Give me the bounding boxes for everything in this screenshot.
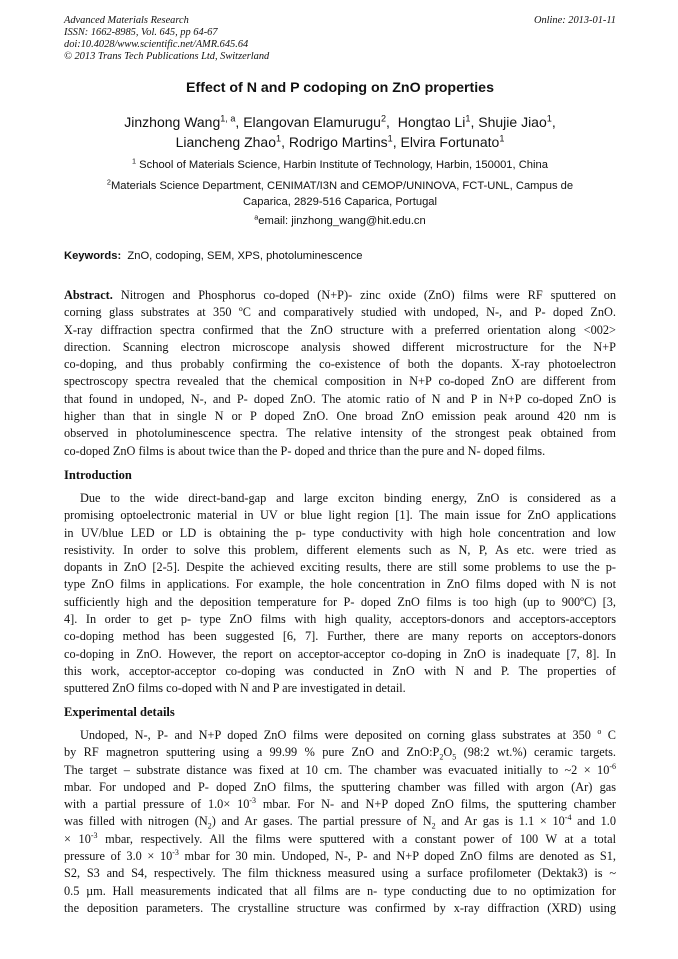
section-heading-experimental: Experimental details — [64, 705, 175, 719]
intro-line: dopants in ZnO [2-5]. Despite the achieved exciting results, there are still some problems to use the p- — [64, 560, 616, 575]
author-name: Hongtao Li — [397, 114, 466, 130]
exp-text: by RF magnetron sputtering using a 99.99 % pure ZnO and ZnO:P — [64, 745, 440, 760]
affiliation-text: Materials Science Department, CENIMAT/I3N and CEMOP/UNINOVA, FCT-UNL, Campus de — [110, 180, 574, 192]
abstract-line: corning glass substrates at 350 ºC and comparatively studied with undoped, N-, and P- doped ZnO. — [64, 305, 616, 320]
keywords-label: Keywords: — [64, 250, 122, 262]
issn-line: ISSN: 1662-8985, Vol. 645, pp 64-67 — [64, 27, 218, 38]
abstract-label: Abstract. — [64, 288, 113, 302]
intro-line: 4]. In order to get p- type ZnO films with high quality, acceptors-donors and acceptors-acceptors — [64, 612, 616, 627]
intro-line: type ZnO films in applications. For example, the hole concentration in ZnO films doped with N is not — [64, 577, 616, 592]
author-name: Elangovan Elamurugu — [243, 114, 381, 130]
exp-text: O — [443, 745, 453, 760]
exp-line — [64, 727, 616, 744]
author-mark: 1 — [499, 133, 505, 144]
exp-text: The target – substrate distance was fixed at 10 cm. The chamber was evacuated initially to ~2 × 10 — [64, 762, 610, 777]
keywords-text: ZnO, codoping, SEM, XPS, photoluminescence — [127, 250, 363, 262]
exp-text: and 1.0 — [571, 814, 616, 829]
exp-line — [64, 848, 616, 865]
email-text: email: jinzhong_wang@hit.edu.cn — [258, 215, 426, 227]
exp-line — [64, 744, 616, 761]
exp-line — [64, 831, 616, 848]
exp-text: mbar. For N- and N+P doped ZnO films, the sputtering chamber — [256, 797, 617, 812]
email-mark: a — [254, 212, 259, 222]
abstract-line: observed in photoluminescence spectra. The relative intensity of the strongest peak obtained from — [64, 426, 616, 441]
affiliation-text: School of Materials Science, Harbin Institute of Technology, Harbin, 150001, China — [139, 159, 548, 171]
abstract-line: higher than that in single N or P doped ZnO. One broad ZnO emission peak around 420 nm is — [64, 409, 616, 424]
author-mark: 1, a — [220, 113, 236, 124]
intro-line: promising optoelectronic material in UV or blue light region [1]. The main issue for ZnO applications — [64, 508, 616, 523]
intro-line: resistivity. In order to solve this problem, different elements such as N, P, As etc. were tried as — [64, 542, 616, 557]
affiliation-1 — [64, 157, 616, 173]
abstract-line: Nitrogen and Phosphorus co-doped (N+P)- zinc oxide (ZnO) films were RF sputtered on — [120, 288, 616, 302]
doi-line: doi:10.4028/www.scientific.net/AMR.645.64 — [64, 39, 249, 50]
abstract-line: that found in undoped, N-, and P- doped ZnO. The atomic ratio of N and P in N+P co-doped ZnO is — [64, 391, 616, 406]
experimental-body — [64, 727, 616, 917]
abstract-line: co-doped ZnO films is about twice than the P- doped and thrice than the pure and N- doped films. — [64, 443, 546, 458]
exp-sup: -6 — [609, 761, 616, 771]
exp-text: and Ar gas is 1.1 × 10 — [435, 814, 565, 829]
affiliation-mark: 2 — [106, 177, 111, 187]
author-name: Rodrigo Martins — [288, 134, 388, 150]
author-mark: 1 — [546, 113, 552, 124]
author-mark: 1 — [465, 113, 471, 124]
intro-line: in UV/blue LED or LD is obtaining the p- type conductivity with high hole concentration and low — [64, 525, 616, 540]
exp-line: the deposition parameters. The crystalline structure was confirmed by x-ray diffraction (XRD) using — [64, 900, 616, 915]
author-name: Elvira Fortunato — [400, 134, 500, 150]
exp-text: C — [601, 728, 616, 742]
exp-text: pressure of 3.0 × 10 — [64, 849, 173, 864]
exp-text: × 10 — [64, 831, 91, 846]
exp-line — [64, 813, 616, 830]
journal-name: Advanced Materials Research — [64, 15, 189, 26]
author-list: Jinzhong Wang$^{1, a}$, Elangovan Elamurugu$^2$, Hongtao Li$^1$, Shujie Jiao$^1$, Liancheng Zhao$^1$, Rodrigo Martins$^1$, Elvira Fortunato$^1$ — [124, 113, 556, 150]
exp-text: mbar, respectively. All the films were sputtered with a constant power of 100 W at a total — [97, 831, 616, 846]
exp-sub: 2 — [439, 752, 444, 762]
exp-sub: 2 — [431, 821, 436, 831]
author-name: Liancheng Zhao — [175, 134, 276, 150]
exp-line — [64, 796, 616, 813]
online-date: Online: 2013-01-11 — [533, 15, 616, 26]
intro-line: co-doping method has been suggested [6, 7]. Further, there are many reports on acceptors-donors — [64, 629, 616, 644]
author-name: Shujie Jiao — [478, 114, 547, 130]
abstract-line: spectroscopy spectra revealed that the chemical composition in N+P co-doped ZnO are different from — [64, 374, 616, 389]
abstract — [64, 287, 616, 460]
exp-sub: 2 — [207, 821, 212, 831]
abstract-line: direction. Scanning electron microscope analysis showed different microstructure for the N+P — [64, 339, 616, 354]
exp-line — [64, 762, 616, 779]
exp-line: mbar. For undoped and P- doped ZnO films, the sputtering chamber was filled with argon (Ar) gas — [64, 779, 616, 794]
exp-sup: -3 — [90, 830, 98, 840]
section-heading-introduction: Introduction — [64, 468, 132, 482]
journal-header — [64, 15, 616, 63]
exp-sub: 5 — [452, 752, 457, 762]
intro-line: sputtered ZnO films co-doped with N and P are investigated in detail. — [64, 681, 406, 696]
exp-line: 0.5 µm. Hall measurements indicated that all films are n- type conducting due to no optimization for — [64, 883, 616, 898]
email-line — [64, 213, 616, 229]
author-mark: 2 — [380, 113, 387, 124]
intro-line: sufficiently high and the deposition temperature for P- doped ZnO films is too high (up to 900ºC) [3, — [64, 594, 616, 609]
abstract-line: X-ray diffraction spectra confirmed that the ZnO structure with a preferred orientation along <002> — [64, 322, 616, 337]
exp-sup: -3 — [172, 847, 179, 857]
exp-text: Undoped, N-, P- and N+P doped ZnO films were deposited on corning glass substrates at 350 — [80, 728, 598, 742]
exp-sup: o — [597, 726, 602, 736]
exp-text: (98:2 wt.%) ceramic targets. — [456, 745, 616, 760]
exp-sup: -3 — [249, 796, 257, 806]
paper-title: Effect of N and P codoping on ZnO properties — [186, 80, 494, 96]
exp-text: mbar for 30 min. Undoped, N-, P- and N+P doped ZnO films are denoted as S1, — [178, 849, 616, 864]
abstract-line: co-doping, and thus probably confirming the co-existence of both the dopants. X-ray photoelectron — [64, 357, 616, 372]
introduction-body — [64, 490, 616, 698]
intro-line: co-doping in ZnO. However, the report on acceptor-acceptor co-doping in ZnO is inadequate [7, 8]. In — [64, 646, 616, 661]
intro-line: Due to the wide direct-band-gap and large exciton binding energy, ZnO is considered as a — [80, 491, 616, 505]
copyright-line: © 2013 Trans Tech Publications Ltd, Switzerland — [64, 51, 270, 62]
affiliation-2 — [64, 178, 616, 210]
exp-line: S2, S3 and S4, respectively. The film thickness measured using a surface profilometer (Dektak3) is ~ — [64, 866, 616, 881]
intro-line: this work, acceptor-acceptor co-doping was conducted in ZnO with N and P. The properties of — [64, 663, 616, 678]
exp-text: with a partial pressure of 1.0× 10 — [64, 797, 250, 812]
author-mark: 1 — [276, 133, 282, 144]
exp-sup: -4 — [564, 813, 572, 823]
affiliation-mark: 1 — [132, 156, 137, 166]
author-name: Jinzhong Wang — [124, 114, 221, 130]
affiliation-text: Caparica, 2829-516 Caparica, Portugal — [242, 196, 438, 208]
exp-text: ) and Ar gases. The partial pressure of N — [211, 814, 432, 829]
author-mark: 1 — [387, 133, 393, 144]
keywords — [64, 250, 616, 262]
exp-text: was filled with nitrogen (N — [64, 814, 208, 829]
